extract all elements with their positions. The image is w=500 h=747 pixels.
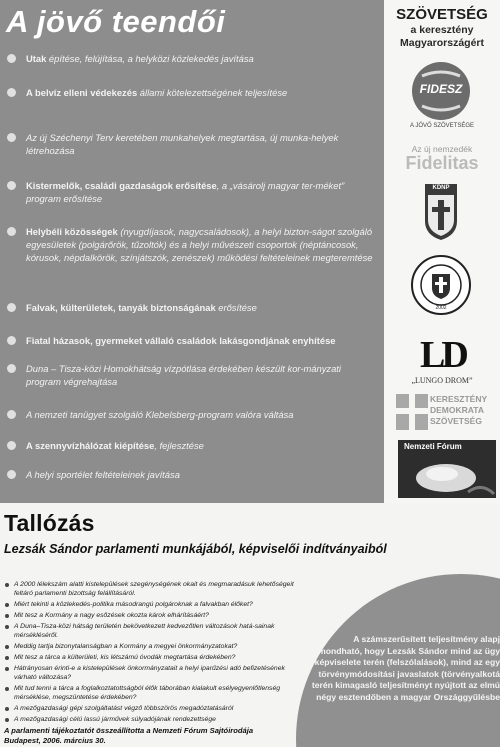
item-text: (nyugdíjasok, nagycsaládosok), a helyi bizton-ságot szolgáló egyesületek (polgárőrök, tűzoltók) és a helyi művészeti csoportok (néptáncosok, kórusok, népdalkörök, színjátszók, zenészek) működési feltételeinek megteremtése [26, 226, 373, 263]
list-item [4, 612, 300, 621]
list-item [4, 601, 300, 610]
item-text: Az új Széchenyi Terv keretében munkahelyek megtartása, új munka-helyek létrehozása [26, 132, 339, 156]
alliance-title: SZÖVETSÉG [396, 6, 488, 23]
item-text: A mezőgazdasági gépi szolgáltatást végző többszörös megadóztatásáról [14, 705, 234, 712]
item-text: A mezőgazdasági célú lassú járművek súlyadójának rendezettsége [14, 716, 216, 723]
mpk-seal-logo [410, 254, 472, 316]
item-text: állami kötelezettségének teljesítése [137, 87, 288, 98]
seal-icon [410, 254, 472, 316]
bullet-icon [7, 181, 16, 190]
lungo-drom-logo: LD [420, 334, 465, 376]
list-item [4, 334, 336, 347]
bullet-icon [7, 336, 16, 345]
list-item [4, 131, 378, 157]
kdsz-line3: SZÖVETSÉG [430, 416, 482, 426]
item-text: , a „vásárolj magyar ter-méket” program erősítése [26, 180, 345, 204]
item-text: A 2000 lélekszám alatti kistelepülések szegénységének okait és megmaradásuk lehetőségeit feltáró parlamenti bizottság felállításáról. [14, 581, 294, 597]
summary-line: terén kimagasló teljesítményt nyújtott az elmú [311, 680, 500, 690]
kdsz-line1: KERESZTÉNY [430, 394, 488, 404]
bullet-icon [7, 470, 16, 479]
bullet-icon [5, 614, 9, 618]
fidelitas-logo: Fidelitas [405, 153, 479, 173]
bullet-icon [7, 88, 16, 97]
summary-text [302, 634, 500, 703]
fidesz-slogan: A JÖVŐ SZÖVETSÉGE [409, 123, 475, 129]
list-item [4, 623, 300, 640]
list-item [4, 581, 300, 598]
summary-line: négy esztendőben a magyar Országgyűlésbe [316, 691, 500, 702]
cross-icon [396, 394, 428, 430]
item-text: A nemzeti tanügyet szolgáló Klebelsberg-program valóra váltása [26, 409, 294, 420]
item-text: Mit tesz a tárca a külterületi, kis létszámú óvodák megtartása érdekében? [14, 654, 236, 661]
kdsz-logo [396, 394, 496, 434]
bullet-icon [5, 645, 9, 649]
list-item [4, 468, 180, 481]
fidesz-logo [412, 62, 470, 120]
bullet-icon [5, 687, 9, 691]
list-item [4, 439, 204, 452]
list-item [4, 654, 300, 663]
list-item [4, 362, 378, 388]
item-bold: Utak [26, 53, 47, 64]
bullet-icon [5, 667, 9, 671]
kdnp-logo [424, 183, 458, 241]
list-item [4, 643, 300, 652]
bullet-icon [7, 364, 16, 373]
section-title: Tallózás [4, 510, 95, 536]
fidesz-label: FIDESZ [419, 82, 463, 96]
list-item [4, 179, 378, 205]
bullet-icon [5, 625, 9, 629]
nemzeti-forum-label: Nemzeti Fórum [404, 442, 462, 451]
item-bold: A szennyvízhálózat kiépítése [26, 440, 155, 451]
bullet-icon [7, 441, 16, 450]
alliance-subtitle [384, 24, 500, 50]
nemzeti-forum-logo [398, 440, 496, 498]
bullet-icon [7, 227, 16, 236]
item-bold: Fiatal házasok, gyermeket vállaló családok lakásgondjának enyhítése [26, 335, 336, 346]
summary-line: A számszerűsített teljesítmény alapj [353, 634, 500, 644]
summary-line: törvénymódosítási javaslatok (törvényalkotá [318, 668, 500, 679]
kdsz-label [430, 394, 500, 427]
list-item [4, 225, 378, 264]
fidelitas-slogan: Az új nemzedék [411, 144, 473, 154]
kdnp-label: KDNP [432, 185, 450, 191]
bullet-icon [7, 133, 16, 142]
item-text: erősítése [215, 302, 257, 313]
item-text: A Duna–Tisza-közi hátság területén bekövetkezett kedvezőtlen változások hatá-sainak mérsékléséről. [14, 623, 275, 639]
item-bold: Kistermelők, családi gazdaságok erősítése [26, 180, 217, 191]
alliance-subtitle-line2: Magyarországért [399, 37, 485, 49]
item-text: Mit tesz a Kormány a nagy esőzések okozta károk elhárításáért? [14, 612, 209, 619]
item-text: Meddig tartja bizonytalanságban a Kormány a megyei önkormányzatokat? [14, 643, 238, 650]
bullet-icon [5, 583, 9, 587]
bullet-icon [7, 303, 16, 312]
footer-credit [4, 726, 253, 745]
list-item [4, 301, 257, 314]
section-subtitle: Lezsák Sándor parlamenti munkájából, képviselői indítványaiból [4, 542, 387, 556]
item-bold: A belvíz elleni védekezés [26, 87, 138, 98]
footer-line1: A parlamenti tájékoztatót összeállította a Nemzeti Fórum Sajtóirodája [4, 726, 254, 735]
bullet-icon [5, 656, 9, 660]
kdnp-shield-icon [424, 183, 458, 241]
item-text: Hátrányosan érinti-e a kistelepülések önkormányzatait a helyi iparűzési adó befizetésének várható változása? [14, 665, 285, 681]
bullet-icon [7, 54, 16, 63]
list-item [4, 716, 300, 725]
list-item [4, 665, 300, 682]
summary-line: elmondható, hogy Lezsák Sándor mind az ügy [310, 645, 500, 656]
item-text: Duna – Tisza-közi Homokhátság vízpótlása érdekében készült kor-mányzati program végrehajtása [26, 363, 341, 387]
footer-line2: Budapest, 2006. március 30. [4, 735, 106, 745]
item-text: A helyi sportélet feltételeinek javítása [26, 469, 180, 480]
list-item [4, 86, 287, 99]
item-bold: Falvak, külterületek, tanyák biztonságának [26, 302, 216, 313]
lungo-drom-label: „LUNGO DROM” [411, 376, 473, 385]
list-item [4, 705, 300, 714]
seal-year: 2002 [435, 305, 447, 311]
partner-logos [384, 0, 500, 503]
summary-line: képviselete terén (felszólalások), mind az egy [314, 657, 500, 667]
kdsz-line2: DEMOKRATA [430, 405, 484, 415]
bullet-icon [5, 718, 9, 722]
item-text: Miért tekinti a közlekedés-politika másodrangú polgároknak a falvakban élőket? [14, 601, 253, 608]
list-item [4, 685, 300, 702]
bullet-icon [5, 603, 9, 607]
list-item [4, 408, 294, 421]
bullet-icon [7, 410, 16, 419]
item-text: építése, felújítása, a helyközi közlekedés javítása [46, 53, 254, 64]
item-text: Mit tud tenni a tárca a foglalkoztatottságból élők táborában kialakult esélyegyenlőtlenség mérséklése, megszüntetése érdekében? [14, 685, 281, 701]
bullet-icon [5, 707, 9, 711]
alliance-subtitle-line1: a keresztény [410, 24, 474, 36]
list-item [4, 52, 254, 65]
item-bold: Helybéli közösségek [26, 226, 118, 237]
page-title: A jövő teendői [6, 4, 226, 39]
item-text: , fejlesztése [154, 440, 204, 451]
